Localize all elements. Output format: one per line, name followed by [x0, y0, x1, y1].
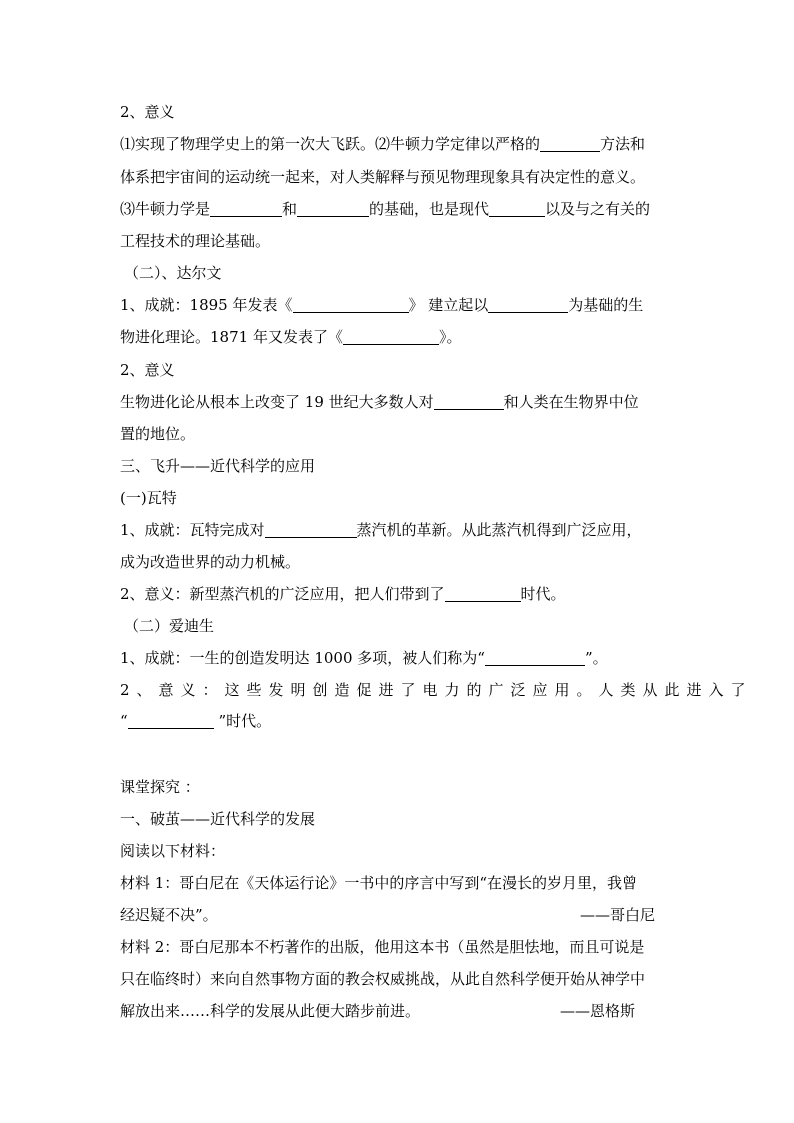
line-text: 成为改造世界的动力机械。 [120, 553, 301, 571]
line-text: 为基础的生 [568, 296, 644, 314]
section-heading-significance [120, 97, 680, 127]
line-text: 物进化理论。1871 年又发表了《 [120, 328, 343, 346]
attribution-copernicus: ——哥白尼 [580, 906, 656, 924]
line-text: ”。 [584, 649, 608, 667]
section-heading-edison [124, 611, 684, 641]
section-heading-application [120, 451, 680, 481]
line-text: 材料 2：哥白尼那本不朽著作的出版，他用这本书（虽然是胆怯地，而且可说是 [120, 938, 645, 956]
line-text: 体系把宇宙间的运动统一起来，对人类解释与预见物理现象具有决定性的意义。 [120, 168, 646, 186]
fill-blank[interactable] [297, 198, 369, 217]
paragraph-line [120, 322, 680, 352]
line-text: 课堂探究 ： [120, 778, 200, 796]
line-text: 1、成就：1895 年发表《 [120, 296, 293, 314]
line-text: 经迟疑不决”。 [120, 906, 218, 924]
line-text: 2、意义 [120, 103, 175, 121]
section-heading-significance [120, 355, 680, 385]
paragraph-line [120, 290, 680, 320]
paragraph-line [120, 129, 680, 159]
paragraph-line [120, 515, 680, 545]
line-text: 和 [282, 200, 298, 218]
line-text: （二）爱迪生 [124, 617, 215, 635]
material-1-line [120, 868, 680, 898]
line-text: 2、意义 [120, 361, 175, 379]
line-text: 阅读以下材料： [120, 842, 226, 860]
paragraph-line [120, 226, 680, 256]
fill-blank[interactable] [293, 294, 409, 313]
fill-blank[interactable] [265, 519, 357, 538]
line-text: “ [120, 712, 128, 730]
material-2-line [120, 932, 680, 962]
paragraph-line [120, 579, 680, 609]
line-text: 以及与之有关的 [545, 200, 651, 218]
fill-blank[interactable] [485, 647, 585, 666]
line-text: ⑶牛顿力学是 [120, 200, 211, 218]
line-text: 材料 1：哥白尼在《天体运行论》一书中的序言中写到“在漫长的岁月里，我曾 [120, 874, 637, 892]
line-text: 2、意义：这些发明创造促进了电力的广泛应用。人类从此进入了 [120, 681, 753, 699]
paragraph-line [120, 706, 680, 736]
paragraph-line [120, 162, 680, 192]
material-1-line [120, 900, 680, 930]
fill-blank[interactable] [128, 710, 214, 729]
paragraph-line [120, 836, 680, 866]
paragraph-line [120, 387, 680, 417]
line-text: 1、成就：瓦特完成对 [120, 521, 265, 539]
section-heading-inquiry [120, 772, 680, 802]
line-text: ⑴实现了物理学史上的第一次大飞跃。⑵牛顿力学定律以严格的 [120, 135, 541, 153]
fill-blank[interactable] [488, 294, 568, 313]
line-text: 时代。 [520, 585, 566, 603]
line-text: 只在临终时）来向自然事物方面的教会权威挑战，从此自然科学便开始从神学中 [120, 970, 646, 988]
line-text: 》。 [438, 328, 462, 346]
line-text: 》 建立起以 [408, 296, 489, 314]
fill-blank[interactable] [445, 583, 521, 602]
line-text: 方法和 [600, 135, 646, 153]
line-text: （二）、达尔文 [124, 264, 222, 282]
line-text: 解放出来……科学的发展从此便大踏步前进。 [120, 1002, 421, 1020]
fill-blank[interactable] [434, 391, 504, 410]
paragraph-line [120, 194, 680, 224]
material-2-line [120, 996, 680, 1026]
fill-blank[interactable] [210, 198, 282, 217]
line-text: 2、意义：新型蒸汽机的广泛应用，把人们带到了 [120, 585, 445, 603]
line-text: ”时代。 [213, 712, 272, 730]
line-text: 蒸汽机的革新。从此蒸汽机得到广泛应用， [356, 521, 642, 539]
line-text: 三、飞升——近代科学的应用 [120, 457, 316, 475]
line-text: 1、成就：一生的创造发明达 1000 多项，被人们称为“ [120, 649, 485, 667]
line-text: (一)瓦特 [120, 489, 177, 507]
paragraph-line [120, 419, 680, 449]
line-text: 生物进化论从根本上改变了 19 世纪大多数人对 [120, 393, 434, 411]
line-text: 一、破茧——近代科学的发展 [120, 810, 316, 828]
paragraph-line [120, 643, 680, 673]
fill-blank[interactable] [343, 326, 439, 345]
fill-blank[interactable] [489, 198, 545, 217]
section-heading-watt [120, 483, 680, 513]
section-heading-development [120, 804, 680, 834]
line-text: 和人类在生物界中位 [503, 393, 639, 411]
line-text: 置的地位。 [120, 425, 196, 443]
line-text: 的基础，也是现代 [369, 200, 490, 218]
material-2-line [120, 964, 680, 994]
paragraph-line [120, 547, 680, 577]
line-text: 工程技术的理论基础。 [120, 232, 271, 250]
attribution-engels: ——恩格斯 [560, 1002, 636, 1020]
fill-blank[interactable] [540, 133, 600, 152]
section-heading-darwin [124, 258, 684, 288]
paragraph-line [120, 675, 753, 705]
